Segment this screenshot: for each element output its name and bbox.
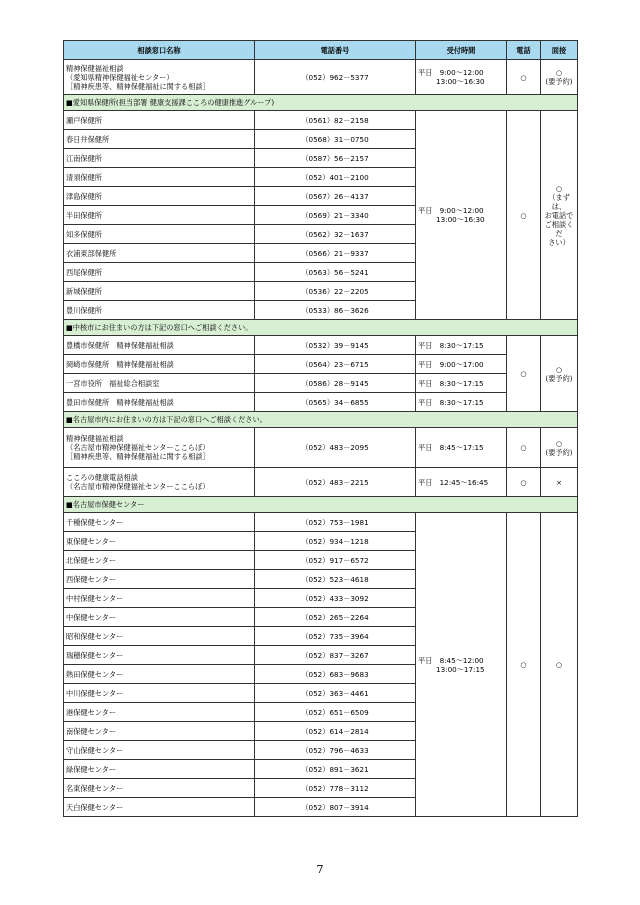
row-name: 西尾保健所 <box>64 263 255 282</box>
row-phone: （052）837－3267 <box>255 646 416 665</box>
row-phone: （052）917－6572 <box>255 551 416 570</box>
table-row <box>64 60 578 95</box>
visit-line: ○ <box>555 364 563 374</box>
row-name: 中保健センター <box>64 608 255 627</box>
visit-line: ○ <box>555 68 563 77</box>
row-tel: ○ <box>507 428 541 468</box>
row-name: 千種保健センター <box>64 513 255 532</box>
row-name: 昭和保健センター <box>64 627 255 646</box>
row-visit <box>541 60 578 95</box>
row-name: 東保健センター <box>64 532 255 551</box>
hours-line: 平日 9:00～12:00 <box>418 206 484 215</box>
section-header-row <box>64 95 578 111</box>
row-name: 中村保健センター <box>64 589 255 608</box>
row-name-line: （名古屋市精神保健福祉センターここらぼ） <box>66 443 210 452</box>
row-name <box>64 468 255 497</box>
row-phone: （0532）39－9145 <box>255 336 416 355</box>
row-name: 熱田保健センター <box>64 665 255 684</box>
table-row <box>64 393 578 412</box>
row-phone: （0562）32－1637 <box>255 225 416 244</box>
section-header-row <box>64 497 578 513</box>
row-name-line: ［精神疾患等、精神保健福祉に関する相談］ <box>66 452 210 461</box>
row-name-line: （愛知県精神保健福祉センター） <box>66 72 174 82</box>
row-tel: ○ <box>507 468 541 497</box>
row-phone: （052）523－4618 <box>255 570 416 589</box>
row-phone: （052）753－1981 <box>255 513 416 532</box>
table-header-row <box>64 41 578 60</box>
row-name: 瑞穂保健センター <box>64 646 255 665</box>
row-name-line: （名古屋市精神保健福祉センターここらぼ） <box>66 482 210 491</box>
table-row <box>64 428 578 468</box>
row-name: 天白保健センター <box>64 798 255 817</box>
row-name <box>64 428 255 468</box>
row-phone: （0586）28－9145 <box>255 374 416 393</box>
row-phone: （0587）56－2157 <box>255 149 416 168</box>
visit-line: (要予約) <box>545 77 573 86</box>
row-hours: 平日 8:45～17:15 <box>416 428 507 468</box>
row-name: 中川保健センター <box>64 684 255 703</box>
row-name: 豊橋市保健所 精神保健福祉相談 <box>64 336 255 355</box>
table-row <box>64 111 578 130</box>
row-phone: （0569）21－3340 <box>255 206 416 225</box>
row-phone: （052）962－5377 <box>255 60 416 95</box>
row-name: 豊田市保健所 精神保健福祉相談 <box>64 393 255 412</box>
row-name-line: 精神保健福祉相談 <box>66 434 124 443</box>
row-phone: （052）483－2215 <box>255 468 416 497</box>
row-name: 半田保健所 <box>64 206 255 225</box>
table-row <box>64 374 578 393</box>
row-phone: （0565）34－6855 <box>255 393 416 412</box>
row-visit: × <box>541 468 578 497</box>
row-tel: ○ <box>507 60 541 95</box>
row-phone: （0568）31－0750 <box>255 130 416 149</box>
visit-line: お電話で <box>544 210 574 220</box>
consultation-table <box>63 40 578 817</box>
group-visit <box>541 111 578 320</box>
row-name-line: 精神保健福祉相談 <box>66 63 124 73</box>
visit-line: (要予約) <box>545 447 573 457</box>
row-phone: （052）934－1218 <box>255 532 416 551</box>
row-phone: （052）735－3964 <box>255 627 416 646</box>
visit-line: さい） <box>548 237 570 247</box>
row-name-line: こころの健康電話相談 <box>66 473 138 482</box>
section-title: ■愛知県保健所(担当部署 健康支援課こころの健康推進グループ) <box>64 95 578 111</box>
hours-line: 平日 8:45～12:00 <box>418 655 484 665</box>
row-name: 江南保健所 <box>64 149 255 168</box>
table-row <box>64 355 578 374</box>
row-hours: 平日 9:00～17:00 <box>416 355 507 374</box>
row-name: 西保健センター <box>64 570 255 589</box>
row-phone: （0563）56－5241 <box>255 263 416 282</box>
group-visit: ○ <box>541 513 578 817</box>
row-hours: 平日 8:30～17:15 <box>416 393 507 412</box>
section-header-row <box>64 320 578 336</box>
row-name: 名東保健センター <box>64 779 255 798</box>
hours-line: 13:00～17:15 <box>436 664 485 674</box>
group-tel: ○ <box>507 513 541 817</box>
row-phone: （052）265－2264 <box>255 608 416 627</box>
row-phone: （052）483－2095 <box>255 428 416 468</box>
group-tel: ○ <box>507 111 541 320</box>
row-hours: 平日 8:30～17:15 <box>416 336 507 355</box>
row-phone: （0566）21－9337 <box>255 244 416 263</box>
row-visit <box>541 428 578 468</box>
row-phone: （052）796－4633 <box>255 741 416 760</box>
row-phone: （0561）82－2158 <box>255 111 416 130</box>
header-reception-hours: 受付時間 <box>416 41 507 60</box>
header-phone-number: 電話番号 <box>255 41 416 60</box>
group-hours <box>416 111 507 320</box>
table-row <box>64 468 578 497</box>
row-name: 一宮市役所 福祉総合相談室 <box>64 374 255 393</box>
section-title: ■名古屋市内にお住まいの方は下記の窓口へご相談ください。 <box>64 412 578 428</box>
row-phone: （0564）23－6715 <box>255 355 416 374</box>
page-number: 7 <box>316 863 324 876</box>
visit-line: ○ <box>555 438 563 448</box>
row-name: 新城保健所 <box>64 282 255 301</box>
header-consultation-name: 相談窓口名称 <box>64 41 255 60</box>
table-row <box>64 336 578 355</box>
group-visit <box>541 336 578 412</box>
hours-line: 平日 9:00～12:00 <box>418 68 484 77</box>
row-name: 清須保健所 <box>64 168 255 187</box>
row-phone: （052）891－3621 <box>255 760 416 779</box>
visit-line: (要予約) <box>545 373 573 383</box>
row-phone: （052）363－4461 <box>255 684 416 703</box>
row-name: 北保健センター <box>64 551 255 570</box>
header-telephone: 電話 <box>507 41 541 60</box>
row-phone: （0533）86－3626 <box>255 301 416 320</box>
section-title: ■中核市にお住まいの方は下記の窓口へご相談ください。 <box>64 320 578 336</box>
row-phone: （052）433－3092 <box>255 589 416 608</box>
group-tel: ○ <box>507 336 541 412</box>
row-name: 知多保健所 <box>64 225 255 244</box>
hours-line: 13:00～16:30 <box>436 77 485 86</box>
row-phone: （0536）22－2205 <box>255 282 416 301</box>
section-header-row <box>64 412 578 428</box>
row-name: 港保健センター <box>64 703 255 722</box>
row-name: 緑保健センター <box>64 760 255 779</box>
row-phone: （052）807－3914 <box>255 798 416 817</box>
header-interview: 面接 <box>541 41 578 60</box>
group-hours <box>416 513 507 817</box>
row-phone: （052）778－3112 <box>255 779 416 798</box>
row-name: 守山保健センター <box>64 741 255 760</box>
visit-line: ○ <box>555 183 563 193</box>
row-hours: 平日 8:30～17:15 <box>416 374 507 393</box>
visit-line: ご相談くだ <box>544 219 574 238</box>
row-phone: （052）401－2100 <box>255 168 416 187</box>
row-hours: 平日 12:45～16:45 <box>416 468 507 497</box>
row-name: 瀬戸保健所 <box>64 111 255 130</box>
row-name: 岡崎市保健所 精神保健福祉相談 <box>64 355 255 374</box>
row-name <box>64 60 255 95</box>
row-name: 津島保健所 <box>64 187 255 206</box>
row-name: 豊川保健所 <box>64 301 255 320</box>
row-hours <box>416 60 507 95</box>
row-phone: （052）651－6509 <box>255 703 416 722</box>
row-phone: （052）683－9683 <box>255 665 416 684</box>
visit-line: （まずは、 <box>548 192 570 211</box>
row-name-line: ［精神疾患等、精神保健福祉に関する相談］ <box>66 81 210 91</box>
row-name: 南保健センター <box>64 722 255 741</box>
row-phone: （052）614－2814 <box>255 722 416 741</box>
row-phone: （0567）26－4137 <box>255 187 416 206</box>
section-title: ■名古屋市保健センター <box>64 497 578 513</box>
hours-line: 13:00～16:30 <box>436 215 485 224</box>
row-name: 春日井保健所 <box>64 130 255 149</box>
row-name: 衣浦東部保健所 <box>64 244 255 263</box>
table-row <box>64 513 578 532</box>
